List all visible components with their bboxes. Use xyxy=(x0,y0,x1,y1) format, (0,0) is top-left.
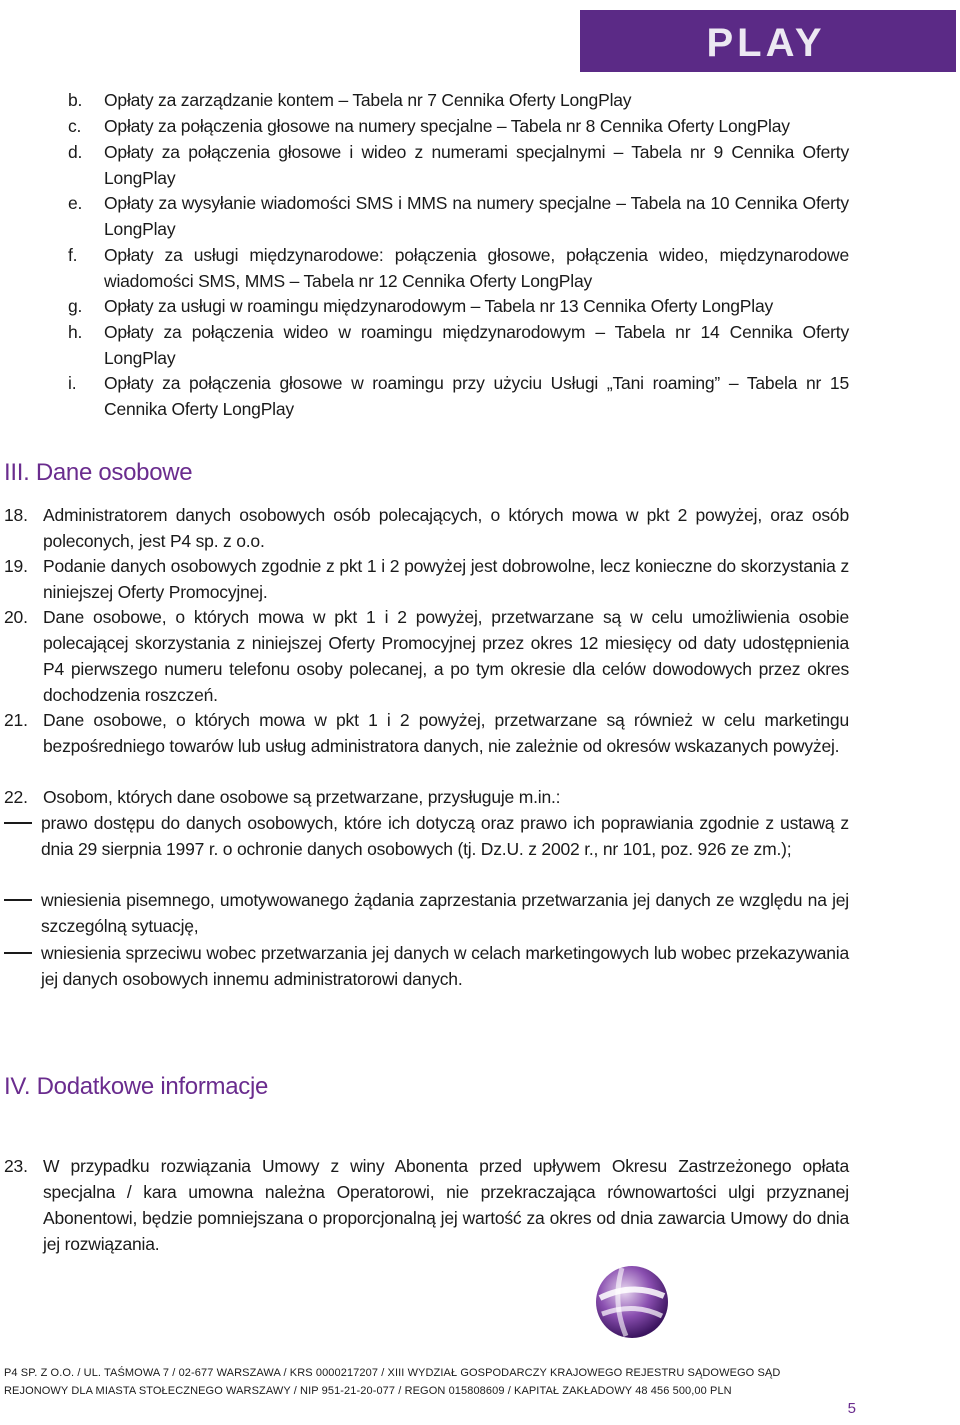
play-logo xyxy=(580,10,956,72)
point-number: 18. xyxy=(4,505,28,525)
list-label: i. xyxy=(68,373,77,393)
list-item: Opłaty za połączenia głosowe w roamingu przy użyciu Usługi „Tani roaming” – Tabela nr 15 Cennika Oferty LongPlay xyxy=(104,373,849,419)
right-item: wniesienia sprzeciwu wobec przetwarzania jej danych w celach marketingowych lub wobec przekazywania jej danych osobowych innemu administratorowi danych. xyxy=(41,943,849,989)
footer-line-2: REJONOWY DLA MIASTA STOŁECZNEGO WARSZAWY / NIP 951-21-20-077 / REGON 015808609 / KAPITAŁ ZAKŁADOWY 48 456 500,00 PLN xyxy=(4,1385,732,1397)
footer-line-1: P4 SP. Z O.O. / UL. TAŚMOWA 7 / 02-677 WARSZAWA / KRS 0000217207 / XIII WYDZIAŁ GOSPODARCZY KRAJOWEGO REJESTRU SĄDOWEGO SĄD xyxy=(4,1367,781,1379)
point-text: Administratorem danych osobowych osób polecających, o których mowa w pkt 2 powyżej, oraz osób poleconych, jest P4 sp. z o.o. xyxy=(43,505,849,551)
right-item: wniesienia pisemnego, umotywowanego żądania zaprzestania przetwarzania jej danych ze względu na jej szczególną sytuację, xyxy=(41,890,849,936)
point-text: Dane osobowe, o których mowa w pkt 1 i 2 powyżej, przetwarzane są również w celu marketingu bezpośredniego towarów lub usług administratora danych, nie zależnie od okresów wskazanych powyżej. xyxy=(43,710,849,756)
point-text: W przypadku rozwiązania Umowy z winy Abonenta przed upływem Okresu Zastrzeżonego opłata specjalna / kara umowna należna Operatorowi, nie przekraczająca równowartości ulgi przyznanej Abonentowi, będzie pomniejszana o proporcjonalną jej wartość za okres od dnia zawarcia Umowy do dnia jej rozwiązania. xyxy=(43,1156,849,1254)
page-number: 5 xyxy=(847,1400,856,1417)
list-label: h. xyxy=(68,322,83,342)
dash-bullet xyxy=(4,822,32,824)
list-label: f. xyxy=(68,245,78,265)
list-label: c. xyxy=(68,116,82,136)
point-number: 19. xyxy=(4,556,28,576)
list-label: b. xyxy=(68,90,83,110)
list-item: Opłaty za wysyłanie wiadomości SMS i MMS na numery specjalne – Tabela na 10 Cennika Oferty LongPlay xyxy=(104,193,849,239)
list-item: Opłaty za połączenia wideo w roamingu międzynarodowym – Tabela nr 14 Cennika Oferty LongPlay xyxy=(104,322,849,368)
point-number: 21. xyxy=(4,710,28,730)
list-item: Opłaty za zarządzanie kontem – Tabela nr 7 Cennika Oferty LongPlay xyxy=(104,90,632,110)
list-label: e. xyxy=(68,193,83,213)
point-text: Dane osobowe, o których mowa w pkt 1 i 2 powyżej, przetwarzane są w celu umożliwienia osobie polecającej skorzystania z niniejszej Oferty Promocyjnej przez okres 12 miesięcy od daty udostępnienia P4 pierwszego numeru telefonu osoby polecanej, a po tym okresie dla celów dowodowych przez okres dochodzenia roszczeń. xyxy=(43,607,849,705)
list-item: Opłaty za usługi w roamingu międzynarodowym – Tabela nr 13 Cennika Oferty LongPlay xyxy=(104,296,774,316)
logo-text: PLAY xyxy=(706,21,826,65)
point-text: Podanie danych osobowych zgodnie z pkt 1 i 2 powyżej jest dobrowolne, lecz konieczne do skorzystania z niniejszej Oferty Promocyjnej. xyxy=(43,556,849,602)
point-number: 23. xyxy=(4,1156,28,1176)
point-text: Osobom, których dane osobowe są przetwarzane, przysługuje m.in.: xyxy=(43,787,561,807)
list-label: g. xyxy=(68,296,83,316)
list-item: Opłaty za połączenia głosowe na numery specjalne – Tabela nr 8 Cennika Oferty LongPlay xyxy=(104,116,790,136)
section-heading-personal-data: III. Dane osobowe xyxy=(4,459,193,486)
right-item: prawo dostępu do danych osobowych, które ich dotyczą oraz prawo ich poprawiania zgodnie z ustawą z dnia 29 sierpnia 1997 r. o ochronie danych osobowych (tj. Dz.U. z 2002 r., nr 101, poz. 926 ze zm.); xyxy=(41,813,849,859)
section-heading-additional-info: IV. Dodatkowe informacje xyxy=(4,1073,269,1100)
dash-bullet xyxy=(4,899,32,901)
list-item: Opłaty za usługi międzynarodowe: połączenia głosowe, połączenia wideo, międzynarodowe wiadomości SMS, MMS – Tabela nr 12 Cennika Oferty LongPlay xyxy=(104,245,849,291)
list-label: d. xyxy=(68,142,83,162)
dash-bullet xyxy=(4,952,32,954)
point-number: 22. xyxy=(4,787,28,807)
play-sphere-icon xyxy=(592,1262,672,1347)
point-number: 20. xyxy=(4,607,28,627)
list-item: Opłaty za połączenia głosowe i wideo z numerami specjalnymi – Tabela nr 9 Cennika Oferty LongPlay xyxy=(104,142,849,188)
